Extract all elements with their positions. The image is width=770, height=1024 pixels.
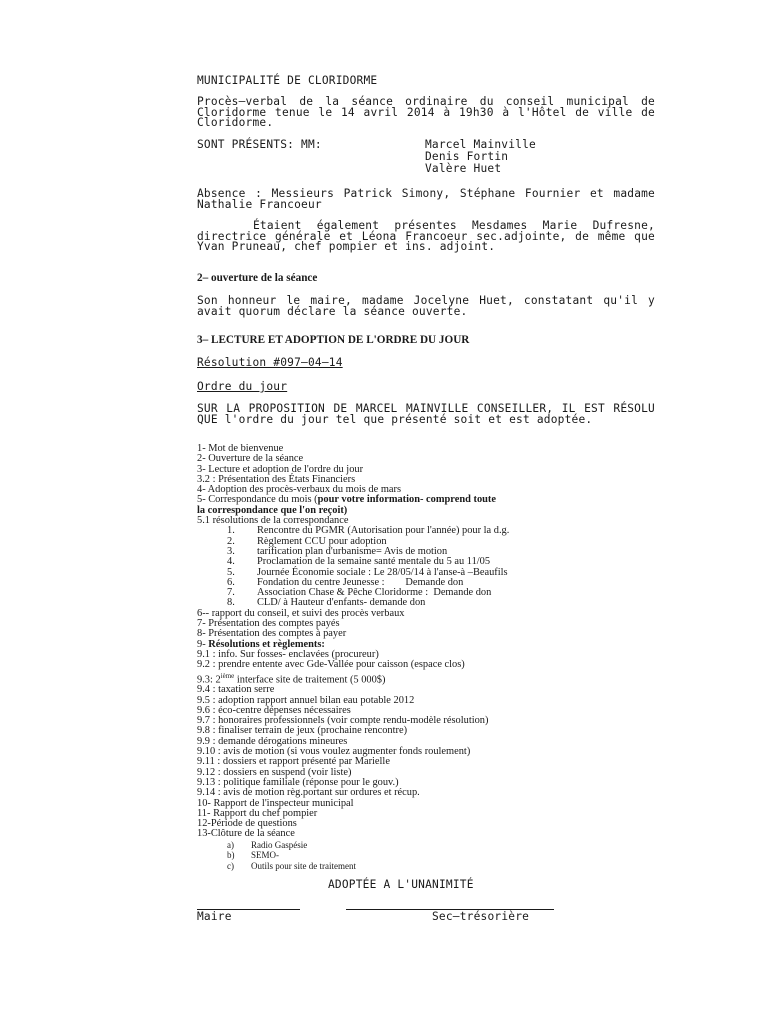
agenda-item-text: 5- Correspondance du mois ( xyxy=(197,494,318,506)
closing-letter: a) xyxy=(227,839,234,850)
agenda-item: 13-Clôture de la séance xyxy=(197,828,295,840)
closing-text: SEMO- xyxy=(251,850,280,861)
agenda-title xyxy=(197,382,655,393)
agenda-item: 10- Rapport de l'inspecteur municipal xyxy=(197,797,354,809)
present-name: Denis Fortin xyxy=(425,150,509,163)
intro-paragraph: Procès–verbal de la séance ordinaire du conseil municipal de Cloridorme tenue le 14 avril 2014 à 19h30 à l'Hôtel de ville de Cloridorme. xyxy=(197,95,655,130)
correspondance-number: 8. xyxy=(227,597,235,609)
agenda-item: 3.2 : Présentation des États Financiers xyxy=(197,473,356,485)
present-label: SONT PRÉSENTS: MM: xyxy=(197,138,322,151)
closing-letter: b) xyxy=(227,850,235,861)
agenda-list xyxy=(197,444,667,871)
agenda-item: 8- Présentation des comptes à payer xyxy=(197,628,347,640)
resolution-item-text: interface site de traitement (5 000$) xyxy=(234,674,386,685)
correspondance-number: 6. xyxy=(227,576,235,588)
resolution-item: 9.7 : honoraires professionnels (voir compte rendu-modèle résolution) xyxy=(197,715,489,727)
correspondance-number: 2. xyxy=(227,535,235,547)
agenda-item: 4- Adoption des procès-verbaux du mois de mars xyxy=(197,484,402,496)
correspondance-text: Rencontre du PGMR (Autorisation pour l'année) pour la d.g. xyxy=(257,525,510,537)
agenda-item: 1- Mot de bienvenue xyxy=(197,443,284,454)
correspondance-text: tarification plan d'urbanisme= Avis de motion xyxy=(257,545,448,557)
correspondance-text: Proclamation de la semaine santé mentale du 5 au 11/05 xyxy=(257,556,491,568)
agenda-item-continuation: la correspondance que l'on reçoit) xyxy=(197,504,348,516)
resolution-item-text: 9.3: 2 xyxy=(197,674,221,685)
correspondance-number: 1. xyxy=(227,525,235,537)
closing-item xyxy=(197,850,667,861)
correspondance-number: 3. xyxy=(227,545,235,557)
resolution-number xyxy=(197,358,655,369)
agenda-item-bold-text: Résolutions et règlements: xyxy=(208,638,325,650)
correspondance-text: Association Chase & Pêche Cloridorme : Demande don xyxy=(257,587,492,599)
agenda-item: 12-Période de questions xyxy=(197,818,297,830)
present-names xyxy=(425,140,536,176)
absence-paragraph: Absence : Messieurs Patrick Simony, Stéphane Fournier et madame Nathalie Francoeur xyxy=(197,187,655,211)
closing-item xyxy=(197,861,667,872)
present-block xyxy=(197,140,655,176)
closing-letter: c) xyxy=(227,860,234,871)
present-name: Valère Huet xyxy=(425,162,502,175)
resolution-item-superscript: ième xyxy=(220,671,235,680)
present-name: Marcel Mainville xyxy=(425,138,536,151)
agenda-item: 11- Rapport du chef pompier xyxy=(197,807,318,819)
section-2-text: Son honneur le maire, madame Jocelyne Huet, constatant qu'il y avait quorum déclare la séance ouverte. xyxy=(197,294,655,318)
agenda-item: 5.1 résolutions de la correspondance xyxy=(197,515,349,527)
closing-item xyxy=(197,840,667,851)
resolution-number-text: Résolution #097–04–14 xyxy=(197,356,343,369)
resolution-item xyxy=(197,671,667,686)
correspondance-text: Fondation du centre Jeunesse : Demande don xyxy=(257,576,464,588)
correspondance-text: Journée Économie sociale : Le 28/05/14 à l'anse-à –Beaufils xyxy=(257,566,508,578)
correspondance-number: 5. xyxy=(227,566,235,578)
resolution-item: 9.2 : prendre entente avec Gde-Vallée pour caisson (espace clos) xyxy=(197,659,465,671)
resolution-item: 9.13 : politique familiale (réponse pour le gouv.) xyxy=(197,776,399,788)
closing-text: Radio Gaspésie xyxy=(251,839,308,850)
agenda-title-text: Ordre du jour xyxy=(197,380,288,393)
section-3-heading: 3– LECTURE ET ADOPTION DE L'ORDRE DU JOUR xyxy=(197,334,470,346)
resolution-item: 9.5 : adoption rapport annuel bilan eau potable 2012 xyxy=(197,694,415,706)
correspondance-text: Règlement CCU pour adoption xyxy=(257,535,387,547)
resolution-item: 9.12 : dossiers en suspend (voir liste) xyxy=(197,766,352,778)
resolution-item: 9.4 : taxation serre xyxy=(197,684,275,696)
adopted-statement: ADOPTÉE A L'UNANIMITÉ xyxy=(328,878,474,891)
resolution-item: 9.8 : finaliser terrain de jeux (prochaine rencontre) xyxy=(197,725,408,737)
municipality-header: MUNICIPALITÉ DE CLORIDORME xyxy=(197,74,378,87)
resolution-item: 9.11 : dossiers et rapport présenté par Marielle xyxy=(197,756,390,768)
correspondance-number: 4. xyxy=(227,556,235,568)
resolution-item: 9.1 : info. Sur fosses- enclavées (procureur) xyxy=(197,648,379,660)
resolution-item: 9.6 : éco-centre dépenses nécessaires xyxy=(197,704,351,716)
agenda-item-text: 9- xyxy=(197,638,209,650)
correspondance-number: 7. xyxy=(227,587,235,599)
resolution-item: 9.9 : demande dérogations mineures xyxy=(197,735,348,747)
agenda-item-bold-text: pour votre information- comprend toute xyxy=(317,494,496,506)
agenda-item: 2- Ouverture de la séance xyxy=(197,453,304,465)
resolution-item: 9.14 : avis de motion règ.portant sur ordures et récup. xyxy=(197,787,420,799)
section-2-heading: 2– ouverture de la séance xyxy=(197,272,318,284)
agenda-item: 3- Lecture et adoption de l'ordre du jour xyxy=(197,463,364,475)
proposition-paragraph: SUR LA PROPOSITION DE MARCEL MAINVILLE CONSEILLER, IL EST RÉSOLU QUE l'ordre du jour tel que présenté soit et est adoptée. xyxy=(197,402,655,426)
agenda-item: 7- Présentation des comptes payés xyxy=(197,618,340,630)
secretary-signature-label: Sec–trésorière xyxy=(432,910,530,923)
also-present-paragraph: Étaient également présentes Mesdames Marie Dufresne, directrice générale et Léona Francoeur sec.adjointe, de même que Yvan Pruneau, chef pompier et ins. adjoint. xyxy=(197,219,655,254)
agenda-item: 6-- rapport du conseil, et suivi des procès verbaux xyxy=(197,607,405,619)
resolution-item: 9.10 : avis de motion (si vous voulez augmenter fonds roulement) xyxy=(197,746,471,758)
closing-text: Outils pour site de traitement xyxy=(251,860,356,871)
correspondance-text: CLD/ à Hauteur d'enfants- demande don xyxy=(257,597,426,609)
mayor-signature-label: Maire xyxy=(197,910,232,923)
